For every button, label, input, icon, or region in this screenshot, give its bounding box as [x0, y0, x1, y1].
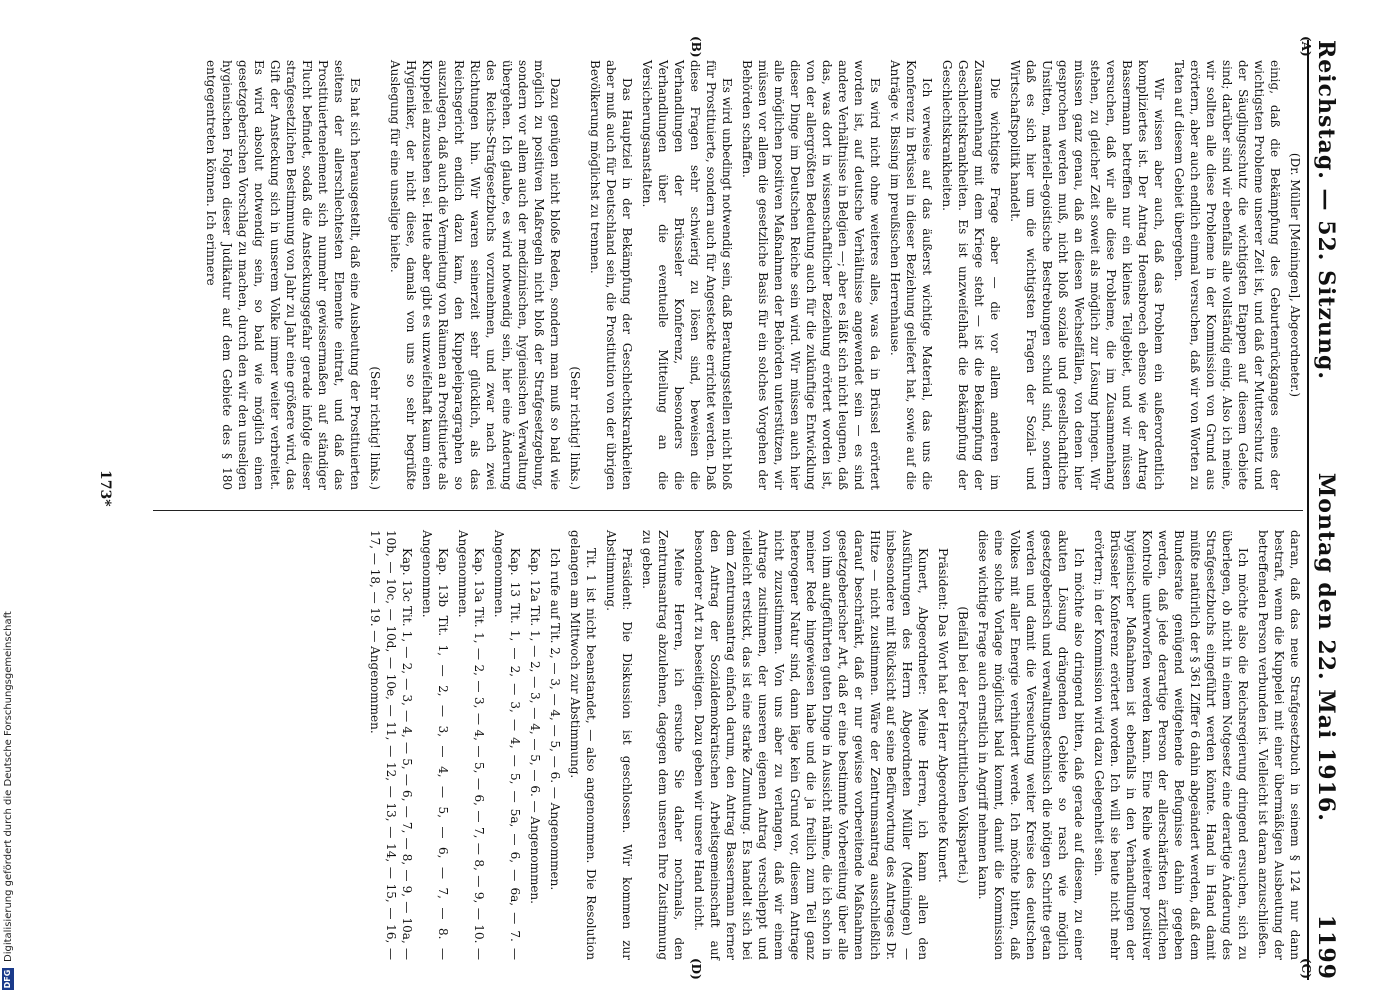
paragraph: daran, daß das neue Strafgesetzbuch in seinem § 124 nur dann bestraft, wenn die Kuppelei mit einer übermäßigen Ausbeutung der betreffenden Person verbunden ist. Vielleicht ist daran anzuschließen.: [1256, 530, 1302, 960]
paragraph: Kap. 12a Tit. 1, — 2, — 3, — 4, — 5, — 6. — Angenommen.: [528, 548, 542, 904]
speaker-heading: (Dr. Müller [Meiningen], Abgeordneter.): [1288, 152, 1302, 398]
paragraph: Das Hauptziel in der Bekämpfung der Geschlechtskrankheiten aber muß auch für Deutschland sein, die Prostitution von der übrigen Bevölkerung möglichst zu trennen.: [588, 60, 634, 490]
paragraph: Es wird unbedingt notwendig sein, daß Beratungsstellen nicht bloß für Prostituierte, sondern auch für Angesteckte errichtet werden. Daß diese Fragen sehr schwierig zu lösen sind, beweisen die Verhandlungen der Brüsseler Konferenz, besonders die Verhandlungen über die eventuelle Mitteilung an die Versicherungsanstalten.: [640, 60, 734, 490]
paragraph: Meine Herren, ich ersuche Sie daher nochmals, den Zentrumsantrag abzulehnen, dagegen dem unseren Ihre Zustimmung zu geben.: [640, 530, 686, 960]
paragraph: Kap. 13b Tit. 1, — 2, — 3, — 4, — 5, — 6, — 7, — 8. — Angenommen.: [420, 530, 450, 960]
paragraph: Präsident: Die Diskussion ist geschlossen. Wir kommen zur Abstimmung.: [604, 530, 634, 960]
header-date: Montag den 22. Mai 1916.: [1313, 472, 1339, 822]
document-page: [63, 0, 1383, 1000]
column-divider: [153, 510, 1303, 511]
paragraph: Kunert, Abgeordneter: Meine Herren, ich kann allen den Ausführungen des Herrn Abgeordneten Müller (Meiningen) — insbesondere mit Rücksicht auf seine Befürwortung des Antrages Dr. Hitze — nicht zustimmen. Wäre der Zentrumsantrag ausschließlich darauf beschränkt, daß er nur gewisse vorbereitende Maßnahmen gesetzgeberischer Art, daß er eine bestimmte Vorbereitung über alle von ihm aufgeführten guten Dinge in Aussicht nähme, die ich schon in meiner Rede hingewiesen habe und die ja freilich zum Teil ganz heterogener Natur sind, dann läge kein Grund vor, diesem Antrage nicht zuzustimmen. Von uns aber zu verlangen, daß wir einem Antrage zustimmen, der unseren eigenen Antrag verschleppt und vielleicht erstickt, das ist eine starke Zumutung. Es handelt sich bei dem Zentrumsantrag einfach darum, den Antrag Bassermann ferner den Antrag der Sozialdemokratischen Arbeitsgemeinschaft auf besonderer Art zu beseitigen. Dazu geben wir unsere Hand nicht.: [692, 530, 930, 960]
right-column: [363, 530, 1303, 960]
paragraph: Tit. 1 ist nicht beanstandet, — also angenommen. Die Resolution gelangen am Mittwoch zur Abstimmung.: [568, 530, 598, 960]
margin-marker-d: (D): [689, 958, 703, 980]
signature-mark: 173*: [97, 470, 113, 507]
page-number: 1199: [1313, 914, 1339, 980]
paragraph: Kap. 13a Tit. 1, — 2, — 3, — 4, — 5, — 6, — 7, — 8, — 9, — 10. — Angenommen.: [456, 530, 486, 960]
dfg-logo-icon: DFG: [3, 969, 12, 989]
left-column: [199, 60, 1303, 490]
header-left: Reichstag. — 52. Sitzung.: [1313, 40, 1339, 381]
margin-marker-a: (A): [1299, 36, 1313, 57]
paragraph: Kap. 13 Tit. 1, — 2, — 3, — 4, — 5, — 5a, — 6, — 6a, — 7. — Angenommen.: [492, 530, 522, 960]
margin-marker-c: (C): [1299, 958, 1313, 979]
paragraph: einig, daß die Bekämpfung des Geburtenrückganges eines der wichtigsten Probleme unserer Zeit ist, und daß der Mutterschutz und der Säuglingsschutz die wichtigsten Etappen auf diesem Gebiete sind; darüber sind wir ebenfalls alle vollständig einig. Also ich meine, wir sollten alle diese Probleme in der Kommission von Grund aus erörtern, aber auch endlich einmal versuchen, daß wir von Worten zu Taten auf diesem Gebiet übergehen.: [1172, 60, 1282, 490]
digitization-credit: [2, 570, 14, 990]
interjection: (Sehr richtig! links.): [368, 366, 382, 490]
paragraph: Es hat sich herausgestellt, daß eine Ausbeutung der Prostituierten seitens der allerschlechtesten Elemente eintrat, und daß das Prostituiertenelement sich nunmehr gewissermaßen auf ständiger Flucht befindet, sodaß die Ansteckungsgefahr gerade infolge dieser strafgesetzlichen Bestimmung von Jahr zu Jahr eine größere wird, das Gift der Ansteckung sich in unserem Volke immer weiter verbreitet. Es wird absolut notwendig sein, so bald wie möglich einen gesetzgeberischen Vorschlag zu machen, durch den wir den unseligen hygienischen Folgen dieser Judikatur auf dem Gebiete des § 180 entgegentreten können. Ich erinnere: [204, 60, 362, 490]
page-header: [1307, 40, 1353, 980]
margin-marker-b: (B): [689, 36, 703, 58]
interjection: (Sehr richtig! links.): [568, 366, 582, 490]
credit-text: Digitalisierung gefördert durch die Deutsche Forschungsgemeinschaft: [2, 611, 14, 962]
paragraph: Ich möchte also dringend bitten, daß gerade auf diesem, zu einer akuten Lösung drängenden Gebiete so rasch wie möglich gesetzgeberisch und verwaltungstechnisch die nötigen Schritte getan werden und damit die Verseuchung weiter Kreise des deutschen Volkes mit aller Energie verhindert werde. Ich möchte bitten, daß eine solche Vorlage möglichst bald kommt, damit die Kommission diese wichtige Frage auch ernstlich in Angriff nehmen kann.: [976, 530, 1086, 960]
paragraph: Wir wissen aber auch, daß das Problem ein außerordentlich kompliziertes ist. Der Antrag Hoensbroech ebenso wie der Antrag Bassermann betreffen nur ein kleines Teilgebiet, und wir müssen versuchen, daß wir alle diese Probleme, die im Zusammenhang stehen, zu gleicher Zeit soweit als möglich zur Lösung bringen. Wir müssen ganz genau, daß an diesen Wechselfällen, von denen hier gesprochen werden muß, nicht bloß soziale und gesellschaftliche Unsitten, materiell-egoistische Bestrebungen schuld sind, sondern daß es sich hier um die wichtigsten Fragen der Sozial- und Wirtschaftspolitik handelt.: [1008, 60, 1166, 490]
paragraph: Die wichtigste Frage aber — die vor allem anderen im Zusammenhang mit dem Kriege steht — ist die Bekämpfung der Geschlechtskrankheiten. Es ist unzweifelhaft die Bekämpfung der Geschlechtskrankheiten.: [940, 60, 1002, 490]
paragraph: Ich rufe auf Tit. 2, — 3, — 4, — 5, — 6. — Angenommen.: [548, 548, 562, 891]
paragraph: Präsident: Das Wort hat der Herr Abgeordnete Kunert.: [936, 548, 950, 883]
paragraph: Kap. 13c Tit. 1, — 2, — 3, — 4, — 5, — 6, — 7, — 8, — 9, — 10a, — 10b, — 10c, — 10d, — 10e, — 11, — 12, — 13, — 14, — 15, — 16, — 17, — 18, — 19. — Angenommen.: [368, 530, 414, 960]
paragraph: Dazu genügen nicht bloße Reden, sondern man muß so bald wie möglich zu positiven Maßregeln nicht bloß der Strafgesetzgebung, sondern vor allem auch der medizinischen, hygienischen Verwaltung übergehen. Ich glaube, es wird notwendig sein, hier eine Änderung des Reichs-Strafgesetzbuchs vorzunehmen, und zwar nach zwei Richtungen hin. Wir waren seinerzeit sehr glücklich, als das Reichsgericht endlich dazu kam, den Kuppeleiparagraphen so auszulegen, daß auch die Vermietung von Räumen an Prostituierte als Kuppelei anzusehen sei. Heute aber gibt es unzweifelhaft kaum einen Hygieniker, der nicht diese, damals von uns so sehr begrüßte Auslegung für eine unselige hielte.: [388, 60, 562, 490]
interjection: (Beifall bei der Fortschrittlichen Volkspartei.): [956, 606, 970, 884]
paragraph: Ich verweise auf das äußerst wichtige Material, das uns die Konferenz in Brüssel in dieser Beziehung geliefert hat, sowie auf die Anträge v. Bissing im preußischen Herrenhause.: [888, 60, 934, 490]
paragraph: Ich möchte also die Reichsregierung dringend ersuchen, sich zu überlegen, ob nicht in einem Notgesetz eine derartige Änderung des Strafgesetzbuchs eingeführt werden könnte. Hand in Hand damit müßte natürlich der § 361 Ziffer 6 dahin abgeändert werden, daß dem Bundesrate genügend weitgehende Befugnisse dahin gegeben werden, daß jede derartige Person der allerschärfsten ärztlichen Kontrolle unterworfen werden kann. Eine Reihe weiterer positiver hygienischer Maßnahmen ist ebenfalls in den Verhandlungen der Brüsseler Konferenz erörtert worden. Ich will sie heute nicht mehr erörtern; in der Kommission wird dazu Gelegenheit sein.: [1092, 530, 1250, 960]
paragraph: Es wird nicht ohne weiteres alles, was da in Brüssel erörtert worden ist, auf deutsche Verhältnisse angewendet sein — es sind andere Verhältnisse in Belgien —; aber es läßt sich nicht leugnen, daß das, was dort in wissenschaftlicher Beziehung erörtert worden ist, von der allergrößten Bedeutung auch für die zukünftige Entwicklung dieser Dinge im Deutschen Reiche sein wird. Wir müssen auch hier alle möglichen positiven Maßnahmen der Behörden unterstützen, wir müssen vor allem die gesetzliche Basis für ein solches Vorgehen der Behörden schaffen.: [740, 60, 882, 490]
